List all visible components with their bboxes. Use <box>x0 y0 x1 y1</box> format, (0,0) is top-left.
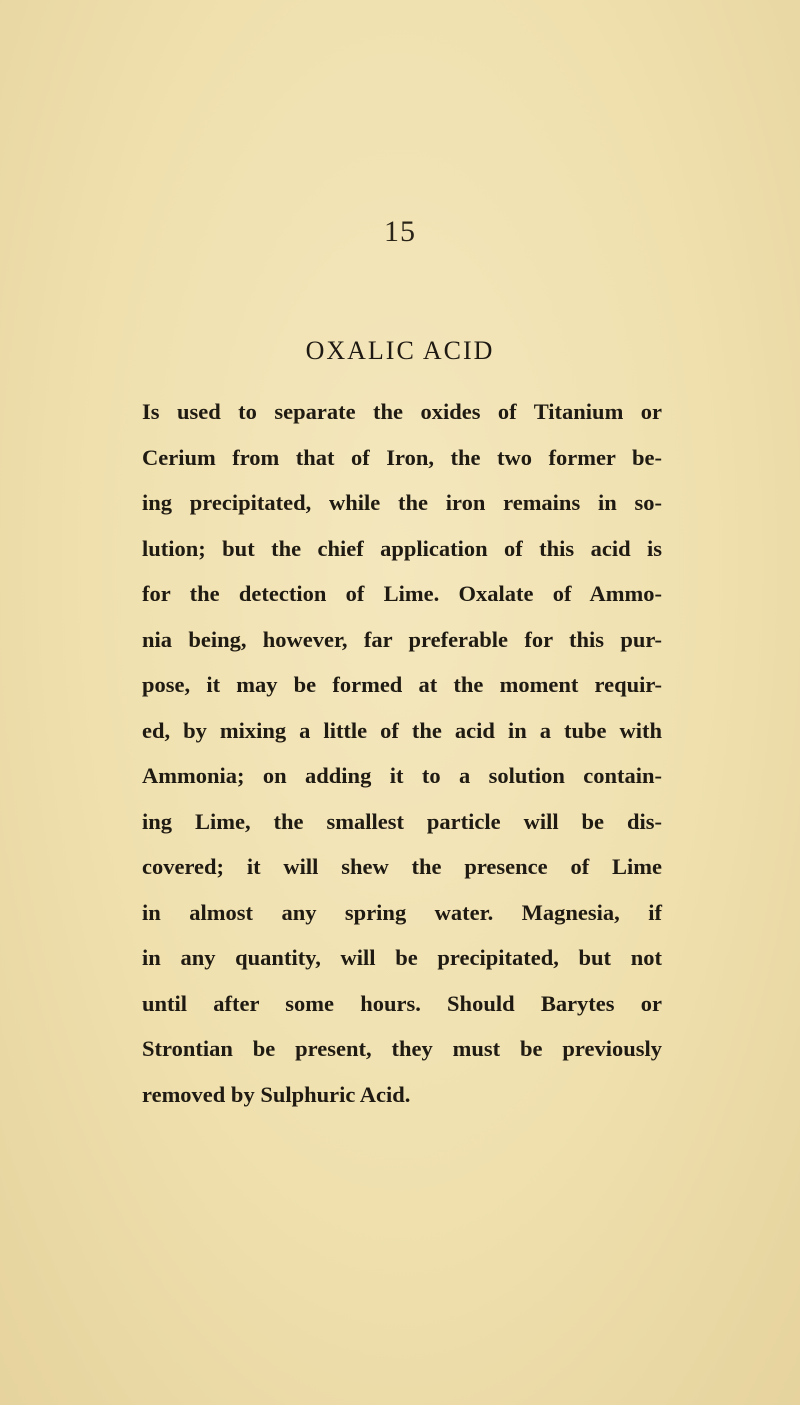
section-heading: OXALIC ACID <box>305 336 495 365</box>
text-line: Cerium from that of Iron, the two former be- <box>142 444 662 470</box>
text-line: pose, it may be formed at the moment requir- <box>142 672 662 697</box>
text-line: in any quantity, will be precipitated, but not <box>142 945 662 970</box>
text-line: Is used to separate the oxides of Titanium or <box>142 399 662 424</box>
text-line: for the detection of Lime. Oxalate of Ammo- <box>142 581 662 606</box>
text-line: until after some hours. Should Barytes or <box>142 990 662 1016</box>
text-line: ed, by mixing a little of the acid in a tube with <box>142 717 662 743</box>
text-line: in almost any spring water. Magnesia, if <box>142 899 662 925</box>
page-number: 15 <box>384 215 416 248</box>
text-line: covered; it will shew the presence of Lime <box>142 854 662 879</box>
text-line: removed by Sulphuric Acid. <box>142 1081 411 1107</box>
body-paragraph <box>142 389 662 1117</box>
text-line: ing precipitated, while the iron remains in so- <box>142 490 662 515</box>
text-line: nia being, however, far preferable for this pur- <box>142 626 662 652</box>
text-line: ing Lime, the smallest particle will be dis- <box>142 808 662 834</box>
text-line: lution; but the chief application of this acid is <box>142 535 662 561</box>
text-line: Strontian be present, they must be previously <box>142 1036 662 1061</box>
text-line: Ammonia; on adding it to a solution contain- <box>142 763 662 788</box>
